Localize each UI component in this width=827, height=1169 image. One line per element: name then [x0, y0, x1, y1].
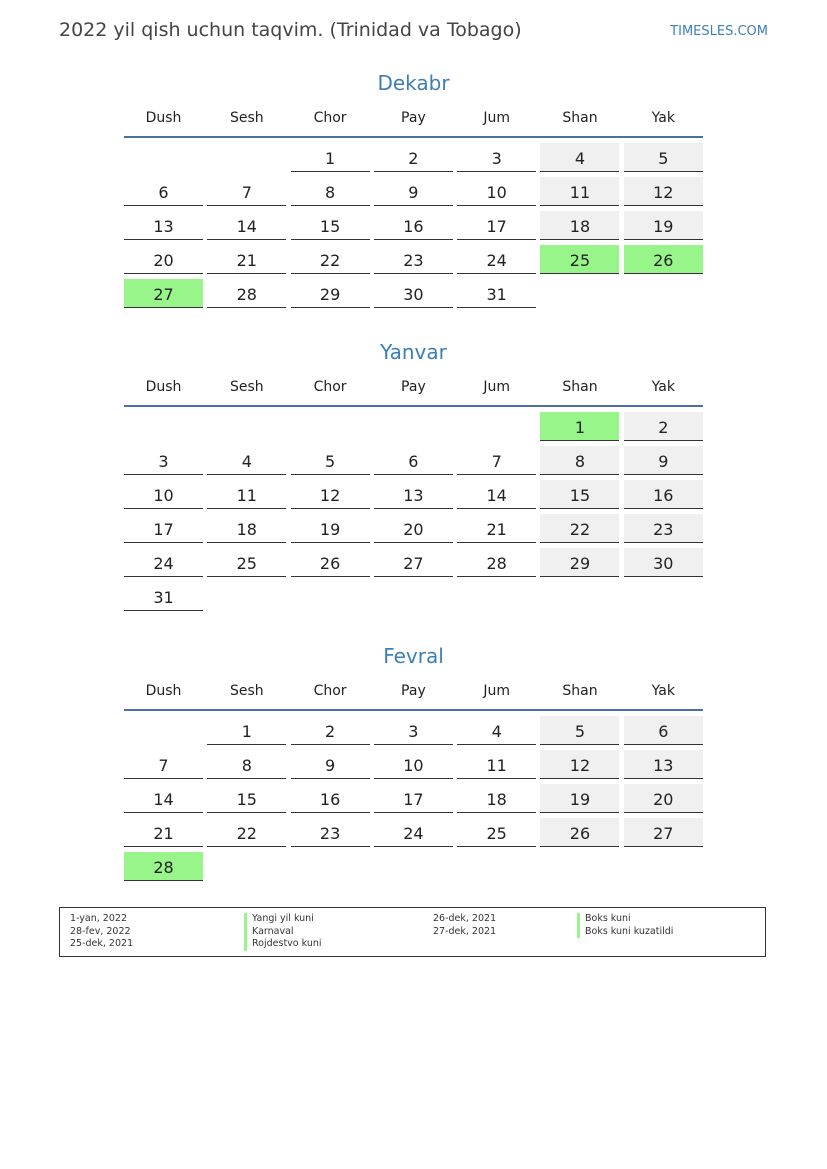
day-cell: 6 — [374, 446, 453, 475]
day-cell: 3 — [124, 446, 203, 475]
day-cell: 7 — [457, 446, 536, 475]
day-cell: 12 — [291, 480, 370, 509]
legend-holiday-name: Rojdestvo kuni — [244, 938, 322, 951]
day-cell: 11 — [207, 480, 286, 509]
day-cell: 25 — [457, 818, 536, 847]
weekday-header-row — [124, 98, 703, 136]
day-cell: 10 — [374, 750, 453, 779]
weekday-label: Chor — [313, 683, 347, 699]
day-cell: 23 — [291, 818, 370, 847]
day-cell: 17 — [457, 211, 536, 240]
day-cell: 21 — [207, 245, 286, 274]
day-cell: 9 — [291, 750, 370, 779]
day-cell: 13 — [374, 480, 453, 509]
legend-col-1-dates — [70, 913, 133, 951]
day-cell: 23 — [374, 245, 453, 274]
day-cell: 22 — [291, 245, 370, 274]
weekday-header-row — [124, 671, 703, 709]
day-cell: 19 — [624, 211, 703, 240]
day-cell: 22 — [540, 514, 619, 543]
weekday-label: Dush — [145, 110, 182, 126]
legend-date: 26-dek, 2021 — [433, 913, 497, 924]
day-cell: 8 — [207, 750, 286, 779]
day-cell: 12 — [624, 177, 703, 206]
day-cell: 28 — [124, 852, 203, 881]
legend-date: 27-dek, 2021 — [433, 925, 497, 937]
legend-date: 1-yan, 2022 — [70, 913, 127, 924]
weekday-label: Jum — [483, 683, 510, 699]
legend-col-2-names — [577, 913, 673, 938]
day-cell: 4 — [207, 446, 286, 475]
day-cell: 24 — [124, 548, 203, 577]
day-cell: 17 — [374, 784, 453, 813]
day-cell: 10 — [457, 177, 536, 206]
weekday-label: Dush — [145, 683, 182, 699]
weekday-label: Sesh — [229, 683, 264, 699]
day-cell: 2 — [624, 412, 703, 441]
day-cell: 9 — [624, 446, 703, 475]
legend-date: 25-dek, 2021 — [70, 938, 134, 949]
days-grid — [124, 412, 703, 611]
month-name: Yanvar — [380, 340, 447, 364]
day-cell: 11 — [540, 177, 619, 206]
weekday-label: Shan — [562, 683, 598, 699]
day-cell: 8 — [291, 177, 370, 206]
month-1 — [124, 337, 703, 611]
month-0 — [124, 68, 703, 308]
empty-cell — [124, 716, 203, 745]
day-cell: 4 — [457, 716, 536, 745]
weekday-label: Shan — [562, 379, 598, 395]
day-cell: 21 — [457, 514, 536, 543]
empty-cell — [207, 143, 286, 172]
weekday-label: Chor — [313, 110, 347, 126]
day-cell: 19 — [291, 514, 370, 543]
month-2 — [124, 641, 703, 881]
empty-cell — [207, 412, 286, 441]
weekday-label: Shan — [562, 110, 598, 126]
day-cell: 16 — [624, 480, 703, 509]
day-cell: 28 — [207, 279, 286, 308]
day-cell: 10 — [124, 480, 203, 509]
weekday-label: Sesh — [229, 110, 264, 126]
day-cell: 29 — [540, 548, 619, 577]
page-title: 2022 yil qish uchun taqvim. (Trinidad va Tobago) — [59, 19, 522, 41]
day-cell: 5 — [624, 143, 703, 172]
day-cell: 28 — [457, 548, 536, 577]
day-cell: 20 — [624, 784, 703, 813]
day-cell: 13 — [124, 211, 203, 240]
day-cell: 24 — [374, 818, 453, 847]
day-cell: 19 — [540, 784, 619, 813]
weekday-label: Pay — [401, 379, 426, 395]
day-cell: 30 — [624, 548, 703, 577]
legend-holiday-name: Yangi yil kuni — [244, 913, 322, 926]
site-link[interactable]: TIMESLES.COM — [670, 24, 768, 39]
day-cell: 26 — [291, 548, 370, 577]
day-cell: 5 — [540, 716, 619, 745]
day-cell: 30 — [374, 279, 453, 308]
day-cell: 13 — [624, 750, 703, 779]
day-cell: 31 — [124, 582, 203, 611]
day-cell: 12 — [540, 750, 619, 779]
weekday-label: Yak — [651, 110, 675, 126]
day-cell: 15 — [540, 480, 619, 509]
day-cell: 16 — [374, 211, 453, 240]
day-cell: 21 — [124, 818, 203, 847]
holiday-legend — [59, 907, 766, 957]
days-grid — [124, 143, 703, 308]
day-cell: 7 — [207, 177, 286, 206]
weekday-header-row — [124, 367, 703, 405]
day-cell: 31 — [457, 279, 536, 308]
legend-holiday-name: Boks kuni — [577, 913, 673, 926]
day-cell: 11 — [457, 750, 536, 779]
legend-col-1-names — [244, 913, 322, 951]
day-cell: 29 — [291, 279, 370, 308]
day-cell: 6 — [624, 716, 703, 745]
empty-cell — [124, 143, 203, 172]
day-cell: 2 — [291, 716, 370, 745]
day-cell: 14 — [124, 784, 203, 813]
day-cell: 1 — [291, 143, 370, 172]
day-cell: 1 — [540, 412, 619, 441]
month-name: Fevral — [383, 644, 444, 668]
day-cell: 3 — [457, 143, 536, 172]
day-cell: 27 — [374, 548, 453, 577]
day-cell: 4 — [540, 143, 619, 172]
empty-cell — [291, 412, 370, 441]
day-cell: 18 — [540, 211, 619, 240]
day-cell: 24 — [457, 245, 536, 274]
legend-holiday-name: Karnaval — [244, 926, 322, 939]
empty-cell — [374, 412, 453, 441]
day-cell: 15 — [207, 784, 286, 813]
day-cell: 8 — [540, 446, 619, 475]
day-cell: 7 — [124, 750, 203, 779]
day-cell: 3 — [374, 716, 453, 745]
legend-holiday-name: Boks kuni kuzatildi — [577, 926, 673, 939]
day-cell: 26 — [624, 245, 703, 274]
day-cell: 20 — [374, 514, 453, 543]
month-name: Dekabr — [377, 71, 450, 95]
day-cell: 6 — [124, 177, 203, 206]
weekday-label: Dush — [145, 379, 182, 395]
day-cell: 18 — [207, 514, 286, 543]
day-cell: 20 — [124, 245, 203, 274]
day-cell: 26 — [540, 818, 619, 847]
empty-cell — [457, 412, 536, 441]
day-cell: 25 — [540, 245, 619, 274]
day-cell: 2 — [374, 143, 453, 172]
weekday-label: Jum — [483, 379, 510, 395]
day-cell: 16 — [291, 784, 370, 813]
weekday-label: Pay — [401, 683, 426, 699]
day-cell: 17 — [124, 514, 203, 543]
weekday-label: Chor — [313, 379, 347, 395]
legend-date: 28-fev, 2022 — [70, 925, 131, 937]
weekday-label: Pay — [401, 110, 426, 126]
weekday-label: Yak — [651, 379, 675, 395]
day-cell: 14 — [457, 480, 536, 509]
day-cell: 27 — [124, 279, 203, 308]
day-cell: 27 — [624, 818, 703, 847]
day-cell: 18 — [457, 784, 536, 813]
day-cell: 9 — [374, 177, 453, 206]
day-cell: 1 — [207, 716, 286, 745]
day-cell: 14 — [207, 211, 286, 240]
empty-cell — [124, 412, 203, 441]
day-cell: 23 — [624, 514, 703, 543]
day-cell: 15 — [291, 211, 370, 240]
day-cell: 5 — [291, 446, 370, 475]
days-grid — [124, 716, 703, 881]
weekday-label: Jum — [483, 110, 510, 126]
weekday-label: Sesh — [229, 379, 264, 395]
day-cell: 22 — [207, 818, 286, 847]
weekday-label: Yak — [651, 683, 675, 699]
day-cell: 25 — [207, 548, 286, 577]
legend-col-2-dates — [433, 913, 496, 938]
